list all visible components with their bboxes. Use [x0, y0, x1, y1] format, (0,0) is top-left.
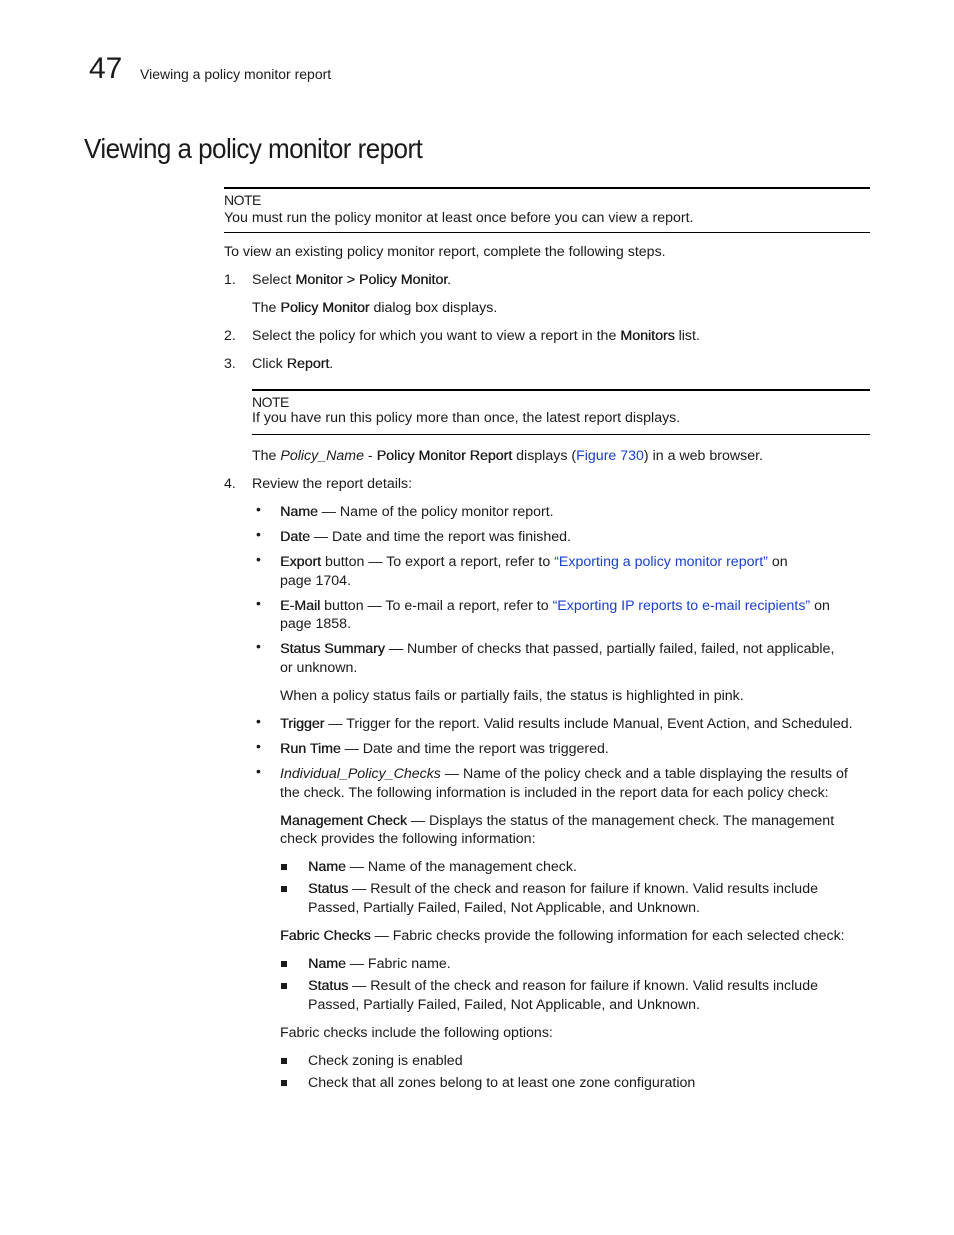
- management-check-cont: check provides the following information:: [280, 831, 536, 847]
- step-number: 4.: [224, 476, 236, 492]
- running-header: Viewing a policy monitor report: [140, 66, 332, 82]
- fabric-checks-text: Fabric Checks — Fabric checks provide the following information for each selected check:: [280, 928, 845, 944]
- step-1-text: Select Monitor > Policy Monitor.: [252, 272, 452, 288]
- fabric-options-intro: Fabric checks include the following options:: [280, 1025, 553, 1041]
- note-label: NOTE: [252, 394, 289, 410]
- square-bullet-icon: [281, 864, 287, 870]
- square-bullet-icon: [281, 983, 287, 989]
- bullet-individual-checks-cont: the check. The following information is included in the report data for each policy check:: [280, 785, 829, 801]
- chapter-number: 47: [89, 52, 123, 85]
- fabric-status: Status — Result of the check and reason for failure if known. Valid results include: [308, 978, 818, 994]
- management-name: Name — Name of the management check.: [308, 859, 577, 875]
- note-label: NOTE: [224, 192, 261, 208]
- fabric-option: Check zoning is enabled: [308, 1053, 463, 1069]
- note-bottom-rule: [224, 232, 870, 233]
- bullet-run-time: Run Time — Date and time the report was triggered.: [280, 741, 609, 757]
- step-1-result: The Policy Monitor dialog box displays.: [252, 300, 498, 316]
- intro-text: To view an existing policy monitor report, complete the following steps.: [224, 244, 666, 260]
- export-report-link[interactable]: “Exporting a policy monitor report”: [554, 554, 768, 570]
- note-bottom-rule: [252, 434, 870, 435]
- bullet-name: Name — Name of the policy monitor report.: [280, 504, 554, 520]
- note-top-rule: [252, 389, 870, 391]
- report-display-text: The Policy_Name - Policy Monitor Report displays (Figure 730) in a web browser.: [252, 448, 763, 464]
- bullet-email-page: page 1858.: [280, 616, 352, 632]
- bullet-status-summary: Status Summary — Number of checks that passed, partially failed, failed, not applicable,: [280, 641, 835, 657]
- step-3-text: Click Report.: [252, 356, 334, 372]
- bullet-export-page: page 1704.: [280, 573, 352, 589]
- bullet-trigger: Trigger — Trigger for the report. Valid results include Manual, Event Action, and Scheduled.: [280, 716, 853, 732]
- bullet-icon: •: [256, 526, 261, 542]
- bullet-individual-checks: Individual_Policy_Checks — Name of the policy check and a table displaying the results of: [280, 766, 848, 782]
- step-4-text: Review the report details:: [252, 476, 413, 492]
- step-number: 2.: [224, 328, 236, 344]
- figure-link[interactable]: Figure 730: [576, 448, 644, 464]
- management-status-cont: Passed, Partially Failed, Failed, Not Applicable, and Unknown.: [308, 900, 700, 916]
- management-check-text: Management Check — Displays the status of the management check. The management: [280, 813, 835, 829]
- status-highlight-note: When a policy status fails or partially fails, the status is highlighted in pink.: [280, 688, 744, 704]
- bullet-icon: •: [256, 713, 261, 729]
- email-report-link[interactable]: “Exporting IP reports to e-mail recipients”: [552, 598, 811, 614]
- square-bullet-icon: [281, 1058, 287, 1064]
- fabric-option: Check that all zones belong to at least one zone configuration: [308, 1075, 696, 1091]
- bullet-icon: •: [256, 551, 261, 567]
- note-top-rule: [224, 187, 870, 189]
- bullet-icon: •: [256, 738, 261, 754]
- bullet-status-summary-cont: or unknown.: [280, 660, 358, 676]
- step-2-text: Select the policy for which you want to view a report in the Monitors list.: [252, 328, 700, 344]
- fabric-status-cont: Passed, Partially Failed, Failed, Not Applicable, and Unknown.: [308, 997, 700, 1013]
- step-number: 3.: [224, 356, 236, 372]
- bullet-icon: •: [256, 638, 261, 654]
- bullet-icon: •: [256, 595, 261, 611]
- note-text: You must run the policy monitor at least once before you can view a report.: [224, 210, 694, 226]
- bullet-icon: •: [256, 763, 261, 779]
- square-bullet-icon: [281, 1080, 287, 1086]
- fabric-name: Name — Fabric name.: [308, 956, 451, 972]
- square-bullet-icon: [281, 886, 287, 892]
- step-number: 1.: [224, 272, 236, 288]
- note-text: If you have run this policy more than once, the latest report displays.: [252, 410, 681, 426]
- bullet-icon: •: [256, 501, 261, 517]
- bullet-export: Export button — To export a report, refer to “Exporting a policy monitor report” on: [280, 554, 788, 570]
- bullet-date: Date — Date and time the report was finished.: [280, 529, 571, 545]
- bullet-email: E-Mail button — To e-mail a report, refer to “Exporting IP reports to e-mail recipients” on: [280, 598, 830, 614]
- page-title: Viewing a policy monitor report: [84, 133, 423, 164]
- management-status: Status — Result of the check and reason for failure if known. Valid results include: [308, 881, 818, 897]
- square-bullet-icon: [281, 961, 287, 967]
